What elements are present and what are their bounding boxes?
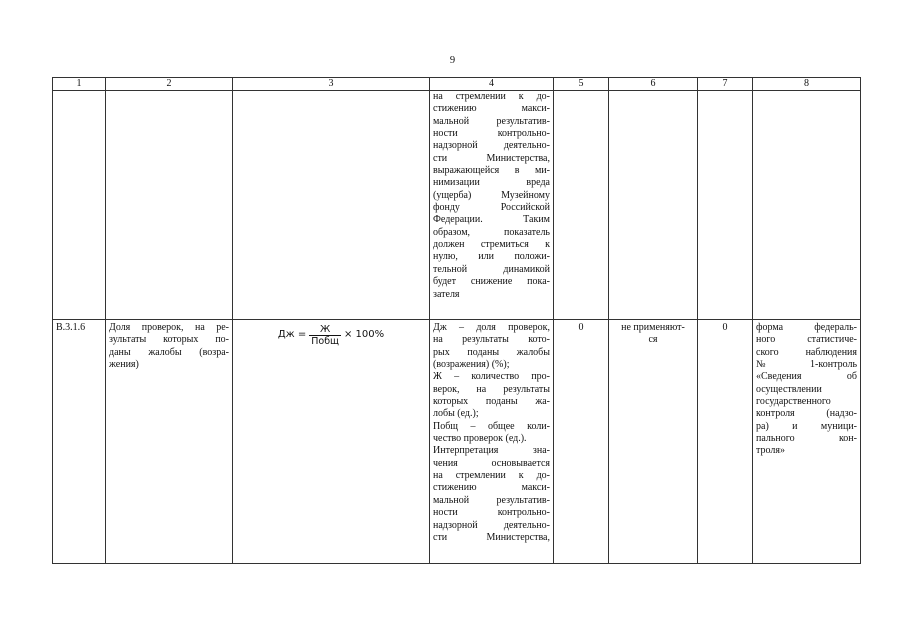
interpretation-cell bbox=[430, 320, 554, 564]
text-line: стижению макси- bbox=[433, 103, 550, 115]
indicators-table bbox=[52, 77, 861, 564]
text-line: контроля (надзо- bbox=[756, 408, 857, 420]
text-line: троля» bbox=[756, 445, 785, 457]
source-cell bbox=[753, 320, 861, 564]
text-line: государственного bbox=[756, 396, 831, 408]
text-line: чество проверок (ед.). bbox=[433, 433, 527, 445]
table-cell-col7: 0 bbox=[698, 320, 753, 564]
text-line: надзорной деятельно- bbox=[433, 519, 550, 531]
table-cell bbox=[753, 91, 861, 320]
table-cell bbox=[698, 91, 753, 320]
text-line: осуществлении bbox=[756, 383, 822, 395]
formula-lhs: Дж = bbox=[277, 329, 307, 341]
column-header: 8 bbox=[753, 78, 861, 91]
text-line: ного статистиче- bbox=[756, 334, 857, 346]
text-line: (возражения) (%); bbox=[433, 359, 510, 371]
text-line: ра) и муници- bbox=[756, 420, 857, 432]
formula-rhs: × 100% bbox=[344, 329, 385, 341]
text-line: Дж – доля проверок, bbox=[433, 322, 550, 333]
table-cell bbox=[554, 91, 609, 320]
text-line: фонду Российской bbox=[433, 202, 550, 214]
text-line: надзорной деятельно- bbox=[433, 140, 550, 152]
text-line: на результаты кото- bbox=[433, 334, 550, 346]
column-header: 2 bbox=[106, 78, 233, 91]
column-header: 4 bbox=[430, 78, 554, 91]
table-row-b316 bbox=[53, 320, 861, 564]
text-line: (ущерба) Музейному bbox=[433, 189, 550, 201]
text-line: даны жалобы (возра- bbox=[109, 346, 229, 358]
table-row-continued bbox=[53, 91, 861, 320]
text-line: Федерации. Таким bbox=[433, 214, 550, 226]
column-header: 5 bbox=[554, 78, 609, 91]
text-line: зультаты которых по- bbox=[109, 334, 229, 346]
text-line: нимизации вреда bbox=[433, 177, 550, 189]
table-cell bbox=[106, 91, 233, 320]
text-line: зателя bbox=[433, 288, 460, 300]
table-cell-col5: 0 bbox=[554, 320, 609, 564]
text-line: ности контрольно- bbox=[433, 507, 550, 519]
indicator-name-cell bbox=[106, 320, 233, 564]
table-cell bbox=[609, 91, 698, 320]
text-line: ности контрольно- bbox=[433, 128, 550, 140]
text-line: Доля проверок, на ре- bbox=[109, 322, 229, 333]
text-line: выражающейся в ми- bbox=[433, 165, 550, 177]
text-line: жения) bbox=[109, 359, 139, 371]
text-line: на стремлении к до- bbox=[433, 91, 550, 102]
text-line: № 1-контроль bbox=[756, 359, 857, 371]
text-line: не применяют- bbox=[621, 322, 685, 333]
text-line: образом, показатель bbox=[433, 226, 550, 238]
text-line: нулю, или положи- bbox=[433, 251, 550, 263]
column-header: 1 bbox=[53, 78, 106, 91]
table-header-row bbox=[53, 78, 861, 91]
formula-cell bbox=[233, 320, 430, 564]
table-cell bbox=[53, 91, 106, 320]
text-line: «Сведения об bbox=[756, 371, 857, 383]
text-line: верок, на результаты bbox=[433, 383, 550, 395]
text-line: рых поданы жалобы bbox=[433, 346, 550, 358]
text-line: лобы (ед.); bbox=[433, 408, 479, 420]
formula-numerator: Ж bbox=[320, 324, 331, 335]
text-line: сти Министерства, bbox=[433, 152, 550, 164]
text-line: мальной результатив- bbox=[433, 115, 550, 127]
column-header: 3 bbox=[233, 78, 430, 91]
column-header: 7 bbox=[698, 78, 753, 91]
table-cell-col6 bbox=[609, 320, 698, 564]
text-line: ского наблюдения bbox=[756, 346, 857, 358]
text-line: стижению макси- bbox=[433, 482, 550, 494]
column-header: 6 bbox=[609, 78, 698, 91]
text-line: Побщ – общее коли- bbox=[433, 420, 550, 432]
text-line: мальной результатив- bbox=[433, 494, 550, 506]
text-line: сти Министерства, bbox=[433, 531, 550, 543]
text-line: Интерпретация зна- bbox=[433, 445, 550, 457]
text-line: на стремлении к до- bbox=[433, 470, 550, 482]
interpretation-cell bbox=[430, 91, 554, 320]
text-line: должен стремиться к bbox=[433, 239, 550, 251]
text-line: тельной динамикой bbox=[433, 263, 550, 275]
text-line: Ж – количество про- bbox=[433, 371, 550, 383]
text-line: чения основывается bbox=[433, 457, 550, 469]
indicator-code: В.3.1.6 bbox=[53, 320, 106, 564]
text-line: будет снижение пока- bbox=[433, 276, 550, 288]
formula bbox=[236, 324, 426, 347]
page-number: 9 bbox=[449, 55, 456, 66]
text-line: пального кон- bbox=[756, 433, 857, 445]
formula-fraction bbox=[309, 324, 341, 347]
text-line: форма федераль- bbox=[756, 322, 857, 333]
text-line: которых поданы жа- bbox=[433, 396, 550, 408]
table-cell bbox=[233, 91, 430, 320]
formula-denominator: Побщ bbox=[311, 336, 339, 347]
text-line: ся bbox=[648, 334, 658, 346]
